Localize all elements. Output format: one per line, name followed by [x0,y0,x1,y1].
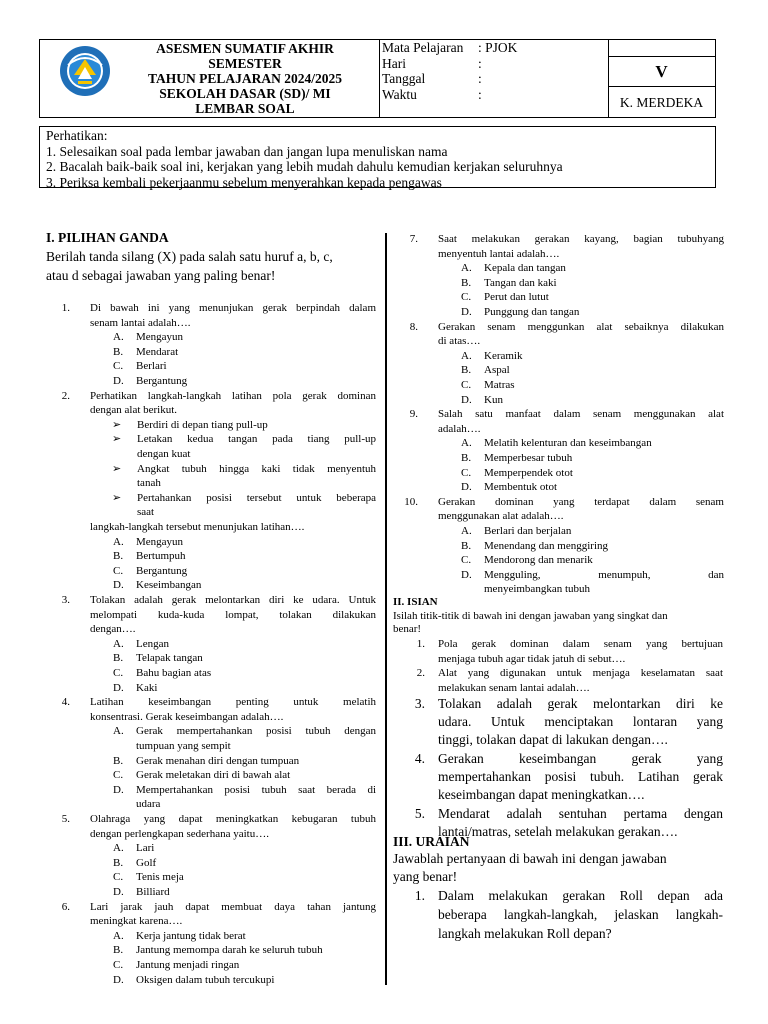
exam-title: ASESMEN SUMATIF AKHIR SEMESTER TAHUN PELAJARAN 2024/2025 SEKOLAH DASAR (SD)/ MI LEMBAR SOAL [147,41,342,116]
option-text: Billiard [136,886,170,898]
question-text: adalah…. [438,422,481,435]
option-letter: D. [113,886,124,898]
option-text: Gerak mempertahankan posisi tubuh dengan [136,725,376,738]
option-text: Keramik [484,349,523,362]
question-text: dengan perlengkapan sederhana yaitu…. [90,827,269,840]
option-letter: D. [461,481,472,494]
exam-meta: Mata Pelajaran : PJOK Hari : Tanggal : Waktu : [382,40,518,102]
bullet-text: saat [137,506,155,519]
section-title: II. ISIAN [393,596,438,608]
question-text: Lari jarak jauh dapat membuat daya tahan jantung [90,900,376,913]
isian-text: menjaga tubuh agar tidak jatuh di sebut…. [438,652,626,665]
option-letter: B. [113,345,124,358]
option-letter: C. [461,466,472,479]
option-text: Mempertahankan posisi tubuh saat berada di [136,783,376,796]
option-text: Membentuk otot [484,481,558,494]
isian-number: 3. [414,696,425,712]
option-text: Aspal [484,364,510,377]
option-text: Perut dan lutut [484,291,549,304]
header-table [39,39,716,118]
isian-number: 2. [416,667,425,680]
question-text: di atas…. [438,335,481,348]
option-letter: D. [461,393,472,406]
question-text: Olahraga yang dapat meningkatkan kebugaran tubuh [90,813,376,825]
option-letter: A. [113,331,124,344]
bullet-arrow-icon: ➢ [112,491,122,504]
option-letter: C. [113,959,124,971]
question-text: Tolakan adalah gerak melontarkan diri ke udara. Untuk [90,594,376,606]
option-letter: B. [461,276,472,289]
option-text: Punggung dan tangan [484,306,580,318]
question-text: Gerakan senam menggunkan alat sebaiknya dilakukan [438,320,724,333]
option-text: Bertumpuh [136,550,186,563]
option-text: Berlari [136,360,167,373]
option-text: Kaki [136,681,158,694]
isian-number: 5. [414,806,425,822]
question-number: 9. [409,408,418,421]
section-uraian [393,835,723,886]
option-letter: C. [461,554,472,567]
question-text: konsentrasi. Gerak keseimbangan adalah…. [90,710,284,723]
isian-text: Alat yang digunakan untuk menjaga keselamatan saat [438,667,723,680]
question-number: 8. [409,320,418,333]
option-text: Gerak menahan diri dengan tumpuan [136,754,300,767]
question-text: menggunakan alat adalah…. [438,510,564,523]
option-text: Jantung memompa darah ke seluruh tubuh [136,944,323,957]
option-letter: C. [113,667,124,679]
class-label: V [655,62,668,81]
isian-text: lantai/matras, setelah melakukan gerakan…. [438,824,678,840]
uraian-text: Dalam melakukan gerakan Roll depan ada [438,888,723,903]
isian-text: Pola gerak dominan dalam senam yang bertujuan [438,638,723,650]
option-text: Tenis meja [136,871,184,884]
option-text: Mendorong dan menarik [484,554,593,567]
option-letter: B. [461,364,472,377]
option-letter: A. [461,437,472,450]
option-text: Melatih kelenturan dan keseimbangan [484,437,652,450]
option-text: Tangan dan kaki [484,276,557,289]
option-text: Oksigen dalam tubuh tercukupi [136,973,275,986]
section-instruction: Jawablah pertanyaan di bawah ini dengan jawaban yang benar! [393,850,667,884]
option-text: Mendarat [136,345,179,358]
option-text: Lengan [136,637,169,650]
option-text: Mengayun [136,535,184,548]
option-text: Memperbesar tubuh [484,452,573,464]
option-text: Telapak tangan [136,652,203,665]
option-letter: C. [461,379,472,391]
option-letter: A. [113,725,124,738]
option-letter: D. [113,375,124,387]
question-text: Gerakan dominan yang terdapat dalam senam [438,495,724,508]
option-letter: B. [113,944,124,957]
option-letter: B. [113,652,124,665]
section-title: III. URAIAN [393,834,470,849]
option-letter: A. [113,535,124,548]
bullet-text: tanah [137,477,161,490]
option-text: Mengguling, menumpuh, dan [484,568,724,581]
option-text: Kun [484,393,503,406]
option-text: Bergantung [136,375,188,387]
option-letter: B. [113,550,124,563]
option-text: Bergantung [136,564,188,577]
option-letter: A. [461,525,472,537]
option-letter: D. [113,973,124,986]
tut-wuri-handayani-logo [54,45,116,97]
uraian-number: 1. [414,888,425,903]
bullet-arrow-icon: ➢ [112,462,122,475]
option-letter: D. [113,579,124,592]
column-divider [385,233,387,985]
option-text: Memperpendek otot [484,466,573,479]
question-text: dengan…. [90,623,136,636]
question-text: Perhatikan langkah-langkah latihan pola gerak dominan [90,389,376,402]
option-text: Menendang dan menggiring [484,539,609,552]
question-text: Saat melakukan gerakan kayang, bagian tubuhyang [438,233,724,245]
option-letter: D. [113,783,124,796]
option-letter: C. [113,360,124,373]
option-letter: A. [461,349,472,362]
question-text: melompati kuda-kuda lompat, tolakan dilakukan [90,608,376,621]
uraian-text: langkah melakukan Roll depan? [438,926,612,941]
option-text: Berlari dan berjalan [484,525,572,537]
bullet-arrow-icon: ➢ [112,418,122,431]
question-number: 7. [409,233,418,245]
question-number: 6. [61,900,70,913]
question-text: langkah-langkah tersebut menunjukan latihan…. [90,521,305,533]
isian-text: udara. Untuk menciptakan lontaran yang [438,714,723,730]
option-text: Lari [136,842,155,855]
question-number: 4. [61,696,70,709]
question-number: 5. [61,813,70,825]
option-letter: B. [461,452,472,464]
option-letter: B. [461,539,472,552]
section-pilihan-ganda [46,231,376,285]
question-text: meningkat karena…. [90,915,183,928]
option-letter: A. [113,842,124,855]
option-letter: D. [113,681,124,694]
option-text: menyeimbangkan tubuh [484,583,591,596]
option-text: Golf [136,856,157,869]
question-text: dengan alat berikut. [90,404,178,417]
question-number: 3. [61,594,70,606]
option-letter: A. [113,929,124,942]
bullet-arrow-icon: ➢ [112,433,122,446]
isian-number: 4. [414,751,425,767]
question-text: Latihan keseimbangan penting untuk melatih [90,696,376,709]
option-letter: C. [113,769,124,782]
section-instruction: Berilah tanda silang (X) pada salah satu huruf a, b, c, atau d sebagai jawaban yang paling benar! [46,248,333,283]
option-text: Matras [484,379,515,391]
curriculum-label: K. MERDEKA [619,95,704,110]
option-letter: C. [113,564,124,577]
section-isian [393,595,723,636]
question-number: 10. [404,495,418,508]
option-text: Kerja jantung tidak berat [136,929,246,942]
question-text: Di bawah ini yang menunjukan gerak berpindah dalam [90,302,376,314]
question-text: menyentuh lantai adalah…. [438,247,560,260]
bullet-text: dengan kuat [137,448,191,460]
section-instruction: Isilah titik-titik di bawah ini dengan jawaban yang singkat dan benar! [393,609,668,635]
section-title: I. PILIHAN GANDA [46,230,169,245]
option-text: Kepala dan tangan [484,262,566,275]
option-text: udara [136,798,161,811]
isian-text: Gerakan keseimbangan gerak yang [438,751,723,767]
option-letter: C. [461,291,472,304]
isian-text: Mendarat adalah sentuhan pertama dengan [438,806,723,822]
option-letter: A. [461,262,472,275]
bullet-text: Berdiri di depan tiang pull-up [137,418,268,431]
option-letter: B. [113,856,124,869]
question-text: senam lantai adalah…. [90,316,191,329]
isian-text: keseimbangan dapat meningkatkan…. [438,787,645,803]
isian-text: tinggi, tolakan dapat di lakukan dengan…. [438,732,668,748]
option-text: Jantung menjadi ringan [136,959,240,971]
bullet-text: Pertahankan posisi tersebut untuk beberapa [137,491,376,504]
isian-text: Tolakan adalah gerak melontarkan diri ke [438,696,723,712]
option-letter: D. [461,306,472,318]
option-text: Keseimbangan [136,579,202,592]
isian-number: 1. [416,638,425,650]
option-text: Mengayun [136,331,184,344]
option-letter: D. [461,568,472,581]
option-letter: C. [113,871,124,884]
isian-text: mempertahankan posisi tubuh. Latihan gerak [438,769,723,785]
bullet-text: Letakan kedua tangan pada tiang pull-up [137,433,376,446]
question-number: 2. [61,389,70,402]
uraian-text: beberapa langkah-langkah, jelaskan langkah- [438,907,723,922]
question-number: 1. [61,302,70,314]
bullet-text: Angkat tubuh hingga kaki tidak menyentuh [137,462,376,475]
option-text: Bahu bagian atas [136,667,212,679]
notice-box: Perhatikan: 1. Selesaikan soal pada lembar jawaban dan jangan lupa menuliskan nama 2. Bacalah baik-baik soal ini, kerjakan yang lebih mudah dahulu kemudian kerjakan seluruhnya 3. Periksa kembali pekerjaanmu sebelum menyerahkan kepada pengawas [39,126,716,188]
isian-text: melakukan senam lantai adalah…. [438,681,590,694]
option-text: Gerak meletakan diri di bawah alat [136,769,291,782]
option-letter: B. [113,754,124,767]
question-text: Salah satu manfaat dalam senam menggunakan alat [438,408,724,421]
option-letter: A. [113,637,124,650]
option-text: tumpuan yang sempit [136,740,231,752]
